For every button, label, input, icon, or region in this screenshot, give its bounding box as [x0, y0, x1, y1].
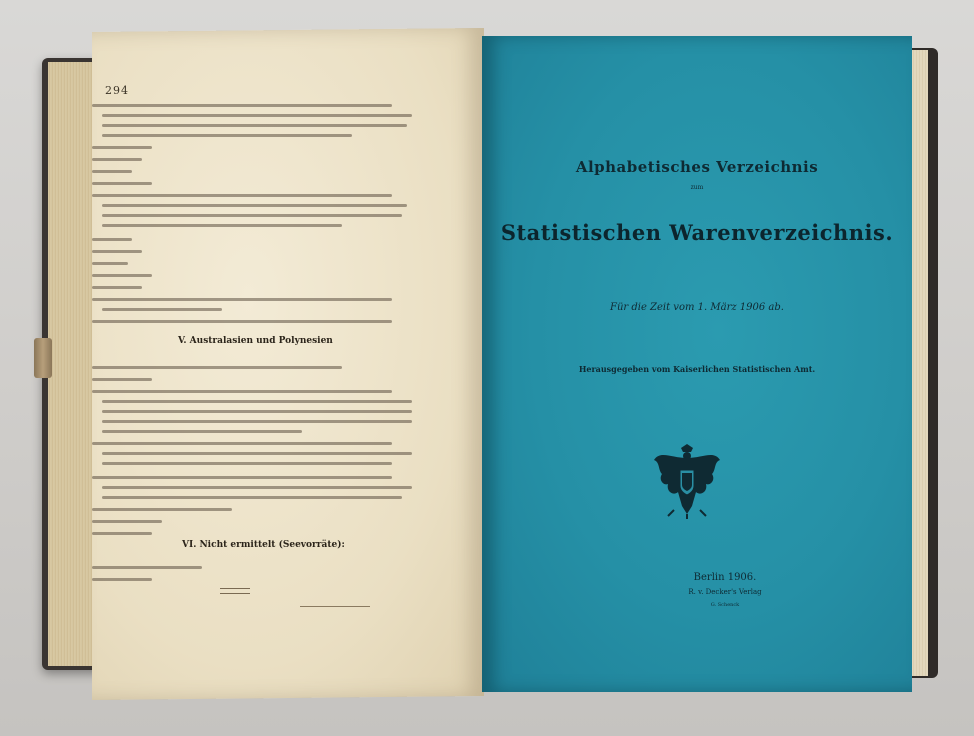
toc-line	[92, 442, 392, 445]
binding-clasp	[34, 338, 52, 378]
toc-line	[92, 566, 202, 569]
toc-line	[92, 194, 392, 197]
toc-line	[102, 420, 412, 423]
imprint-small: G. Schenck	[710, 602, 740, 608]
toc-line	[92, 274, 152, 277]
title-line-2: Statistischen Warenverzeichnis.	[500, 220, 894, 245]
page-ornament	[220, 588, 250, 594]
title-line-1: Alphabetisches Verzeichnis	[575, 158, 819, 176]
toc-line	[92, 298, 392, 301]
toc-line	[92, 286, 142, 289]
toc-line	[102, 224, 342, 227]
toc-line	[102, 452, 412, 455]
subtitle-date: Für die Zeit vom 1. März 1906 ab.	[610, 302, 784, 313]
toc-line	[102, 214, 402, 217]
toc-line	[92, 532, 152, 535]
toc-line	[92, 520, 162, 523]
toc-line	[92, 578, 152, 581]
imprint-publisher: R. v. Decker's Verlag	[688, 588, 762, 596]
toc-line	[102, 486, 412, 489]
toc-line	[102, 430, 302, 433]
page-edges-left	[48, 62, 98, 666]
left-page	[92, 28, 484, 700]
toc-line	[102, 462, 392, 465]
toc-line	[92, 476, 392, 479]
toc-line	[92, 378, 152, 381]
toc-line	[92, 182, 152, 185]
toc-line	[92, 320, 392, 323]
toc-line	[102, 400, 412, 403]
toc-line	[92, 238, 132, 241]
toc-line	[92, 508, 232, 511]
toc-line	[92, 146, 152, 149]
title-connector: zum	[690, 184, 704, 191]
toc-line	[92, 170, 132, 173]
toc-line	[102, 410, 412, 413]
toc-line	[92, 104, 392, 107]
toc-line	[92, 262, 128, 265]
toc-line	[102, 114, 412, 117]
toc-line	[92, 366, 342, 369]
toc-line	[102, 496, 402, 499]
title-page	[482, 36, 912, 692]
toc-line	[102, 124, 407, 127]
section-v-heading: V. Australasien und Polynesien	[178, 336, 333, 346]
page-footnote	[300, 606, 370, 621]
imperial-eagle-icon	[652, 440, 722, 520]
publisher-line: Herausgegeben vom Kaiserlichen Statistischen Amt.	[578, 364, 816, 374]
toc-line	[102, 134, 352, 137]
toc-line	[102, 204, 407, 207]
imprint-city: Berlin 1906.	[693, 572, 757, 583]
section-vi-heading: VI. Nicht ermittelt (Seevorräte):	[182, 540, 345, 550]
toc-line	[92, 390, 392, 393]
toc-line	[92, 250, 142, 253]
toc-line	[92, 158, 142, 161]
toc-line	[102, 308, 222, 311]
page-number: 294	[105, 84, 129, 97]
